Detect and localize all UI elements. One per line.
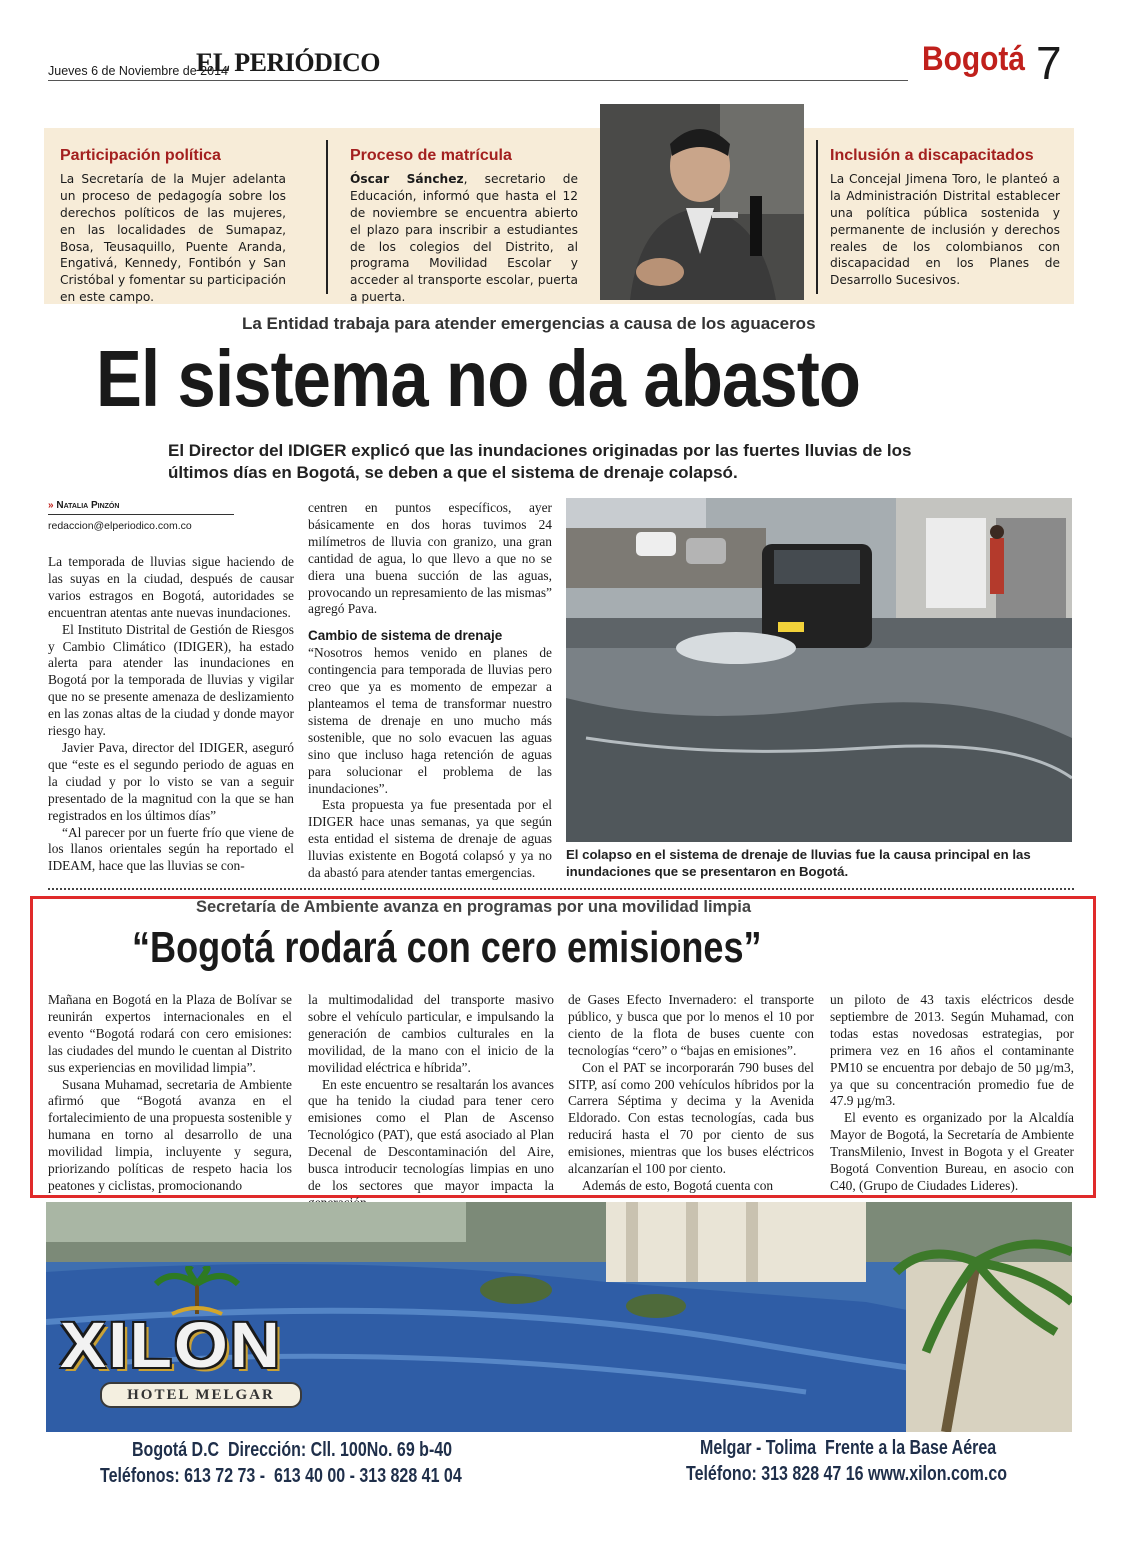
main-col-1 <box>48 554 294 875</box>
paragraph: de Gases Efecto Invernadero: el transporte público, y busca que por lo menos el 10 por ciento de la flota de buses cuente con tecnologías “cero” o “bajas en emisiones”. <box>568 992 814 1058</box>
second-col-4 <box>830 992 1074 1195</box>
brief-inclusion <box>830 148 1060 289</box>
brief-title: Proceso de matrícula <box>350 147 512 164</box>
ad-left-line-1: Bogotá D.C Dirección: Cll. 100No. 69 b-40 <box>132 1439 453 1461</box>
second-col-3 <box>568 992 814 1195</box>
paragraph: El evento es organizado por la Alcaldía Mayor de Bogotá, la Secretaría de Ambiente TransMilenio, Invest in Bogota y el Greater Bogotá Convention Bureau, en asocio con C40, (Grupo de Ciudades Lideres). <box>830 1110 1074 1193</box>
byline <box>48 500 119 511</box>
main-kicker: La Entidad trabaja para atender emergencias a causa de los aguaceros <box>242 314 816 333</box>
paper-name: EL PERIÓDICO <box>196 48 380 77</box>
header-rule <box>48 80 908 81</box>
photo-caption: El colapso en el sistema de drenaje de lluvias fue la causa principal en las inundaciones que se presentaron en Bogotá. <box>566 847 1031 879</box>
ad-left-line-2: Teléfonos: 613 72 73 - 613 40 00 - 313 828 41 04 <box>100 1465 462 1487</box>
byline-email: redaccion@elperiodico.com.co <box>48 520 192 532</box>
second-headline: “Bogotá rodará con cero emisiones” <box>132 923 762 972</box>
byline-marker: » <box>48 500 54 511</box>
brief-title: Inclusión a discapacitados <box>830 147 1034 164</box>
paragraph: la multimodalidad del transporte masivo sobre el vehículo particular, e impulsando la generación de cambios culturales en la movilidad, de la mano con el inicio de la movilidad eléctrica e híbrida”. <box>308 992 554 1075</box>
paragraph: Susana Muhamad, secretaria de Ambiente afirmó que “Bogotá avanza en el fortalecimiento de una propuesta sostenible y humana en torno al desarrollo de una movilidad limpia, incluyente y segura, priorizando políticas de respeto hacia los peatones y ciclistas, promocionando <box>48 1076 292 1193</box>
brief-body: , secretario de Educación, informó que hasta el 12 de noviembre se encuentra abierto el plazo para inscribir a estudiantes de los colegios del Distrito, al programa Movilidad Escolar y acceder al transporte escolar, puerta a puerta. <box>350 171 578 305</box>
section-name: Bogotá <box>922 40 1026 78</box>
paragraph: Esta propuesta ya fue presentada por el IDIGER hace unas semanas, ya que según esta entidad el sistema de drenaje de aguas lluvias existente en Bogotá colapsó y ya no da abastó para atender tantas emergencias. <box>308 797 552 881</box>
brief-divider <box>816 140 818 294</box>
flood-photo <box>566 498 1072 842</box>
brief-body: La Concejal Jimena Toro, le planteó a la Administración Distrital establecer una política pública sostenida y permanente de inclusión y derechos reales de los colombianos con discapacidad en los Planes de Desarrollo Sucesivos. <box>830 171 1060 288</box>
subheading: Cambio de sistema de drenaje <box>308 628 503 644</box>
xilon-logo <box>56 1266 324 1416</box>
paragraph: Mañana en Bogotá en la Plaza de Bolívar se reunirán expertos internacionales en el evento “Bogotá rodará con cero emisiones: las ciudades del mundo le cuentan al Distrito sus experiencias en movilidad limpia”. <box>48 992 292 1075</box>
paragraph: centren en puntos específicos, ayer básicamente en dos horas tuvimos 24 milímetros de lluvia con granizo, una gran cantidad de agua, lo que llevo a que no se diera una buena succión de las aguas, provocando un represamiento de las mismas” agregó Pava. <box>308 500 552 617</box>
paragraph: Javier Pava, director del IDIGER, aseguró que “este es el segundo periodo de aguas en la ciudad y por lo visto se van a seguir presentado de la magnitud con la que se han registrados en los últimos días” <box>48 739 294 823</box>
second-kicker: Secretaría de Ambiente avanza en programas por una movilidad limpia <box>196 898 752 916</box>
brief-name: Óscar Sánchez <box>350 171 464 186</box>
brief-title: Participación política <box>60 147 221 164</box>
paragraph: “Al parecer por un fuerte frío que viene de los llanos orientales según ha reportado el IDEAM, hace que las lluvias se con- <box>48 824 294 874</box>
ad-right-line-2: Teléfono: 313 828 47 16 www.xilon.com.co <box>686 1463 1007 1485</box>
logo-subtitle-text: HOTEL MELGAR <box>127 1387 275 1403</box>
ad-right-line-1: Melgar - Tolima Frente a la Base Aérea <box>700 1437 997 1459</box>
main-headline: El sistema no da abasto <box>96 334 861 423</box>
paragraph: El Instituto Distrital de Gestión de Riesgos y Cambio Climático (IDIGER), ha estado alerta para atender las inundaciones en Bogotá por la temporada de lluvias y vigilar que no se presente amenaza de deslizamiento en las zonas altas de la ciudad y donde mayor riesgo hay. <box>48 621 294 739</box>
second-col-2 <box>308 992 554 1212</box>
logo-subtitle <box>100 1382 302 1408</box>
brief-divider <box>326 140 328 294</box>
paragraph: Con el PAT se incorporarán 790 buses del SITP, así como 200 vehículos híbridos por la Carrera Séptima y decima y la Avenida Eldorado. Con estas tecnologías, cada bus reducirá hasta el 70 por ciento de sus emisiones, mientras que los buses eléctricos alcanzarían el 100 por ciento. <box>568 1059 814 1177</box>
header-date: Jueves 6 de Noviembre de 2014 <box>48 64 228 78</box>
main-deck: El Director del IDIGER explicó que las inundaciones originadas por las fuertes lluvias de los últimos días en Bogotá, se deben a que el sistema de drenaje colapsó. <box>168 441 912 482</box>
paragraph: “Nosotros hemos venido en planes de contingencia para temporada de lluvias pero creo que ya es momento de empezar a planteamos el tema de transformar nuestro sistema de drenaje en uno mucho más sostenible, que no solo evacuen las aguas sino que incluso haga retención de aguas para solucionar el problema de las inundaciones”. <box>308 645 552 796</box>
brief-participacion <box>60 148 286 306</box>
paragraph: La temporada de lluvias sigue haciendo de las suyas en la ciudad, después de causar varios estragos en Bogotá, autoridades se encuentran atentas ante nuevas inundaciones. <box>48 554 294 620</box>
paragraph: En este encuentro se resaltarán los avances que ha tenido la ciudad para tener cero emisiones como el Plan de Ascenso Tecnológico (PAT), que está asociado al Plan Decenal de Descontaminación del Aire, busca introducir tecnologías limpias en uno de los sectores que mayor impacta la <box>308 1076 554 1193</box>
second-col-1 <box>48 992 292 1195</box>
byline-name: Natalia Pinzón <box>56 500 120 511</box>
logo-text: XILON <box>60 1309 283 1381</box>
paragraph: Además de esto, Bogotá cuenta con <box>582 1177 774 1193</box>
section-separator <box>48 888 1074 890</box>
byline-rule <box>48 514 234 515</box>
portrait-photo <box>600 104 804 300</box>
brief-body: La Secretaría de la Mujer adelanta un proceso de pedagogía sobre los derechos políticos de las mujeres, en las localidades de Sumapaz, Bosa, Teusaquillo, Puente Aranda, Engativá, Kennedy, Fontibón y San Cristóbal y fomentar su participación en este campo. <box>60 171 286 305</box>
paragraph: un piloto de 43 taxis eléctricos desde septiembre de 2013. Según Muhamad, con todas estas novedosas estrategias, por primera vez en 16 años el contaminante PM10 se encuentra por debajo de 50 µg/m3, ya que su concentración promedio fue de 47.9 µg/m3. <box>830 992 1074 1109</box>
brief-matricula <box>350 148 578 306</box>
main-col-2 <box>308 500 552 882</box>
page-number: 7 <box>1036 37 1062 89</box>
